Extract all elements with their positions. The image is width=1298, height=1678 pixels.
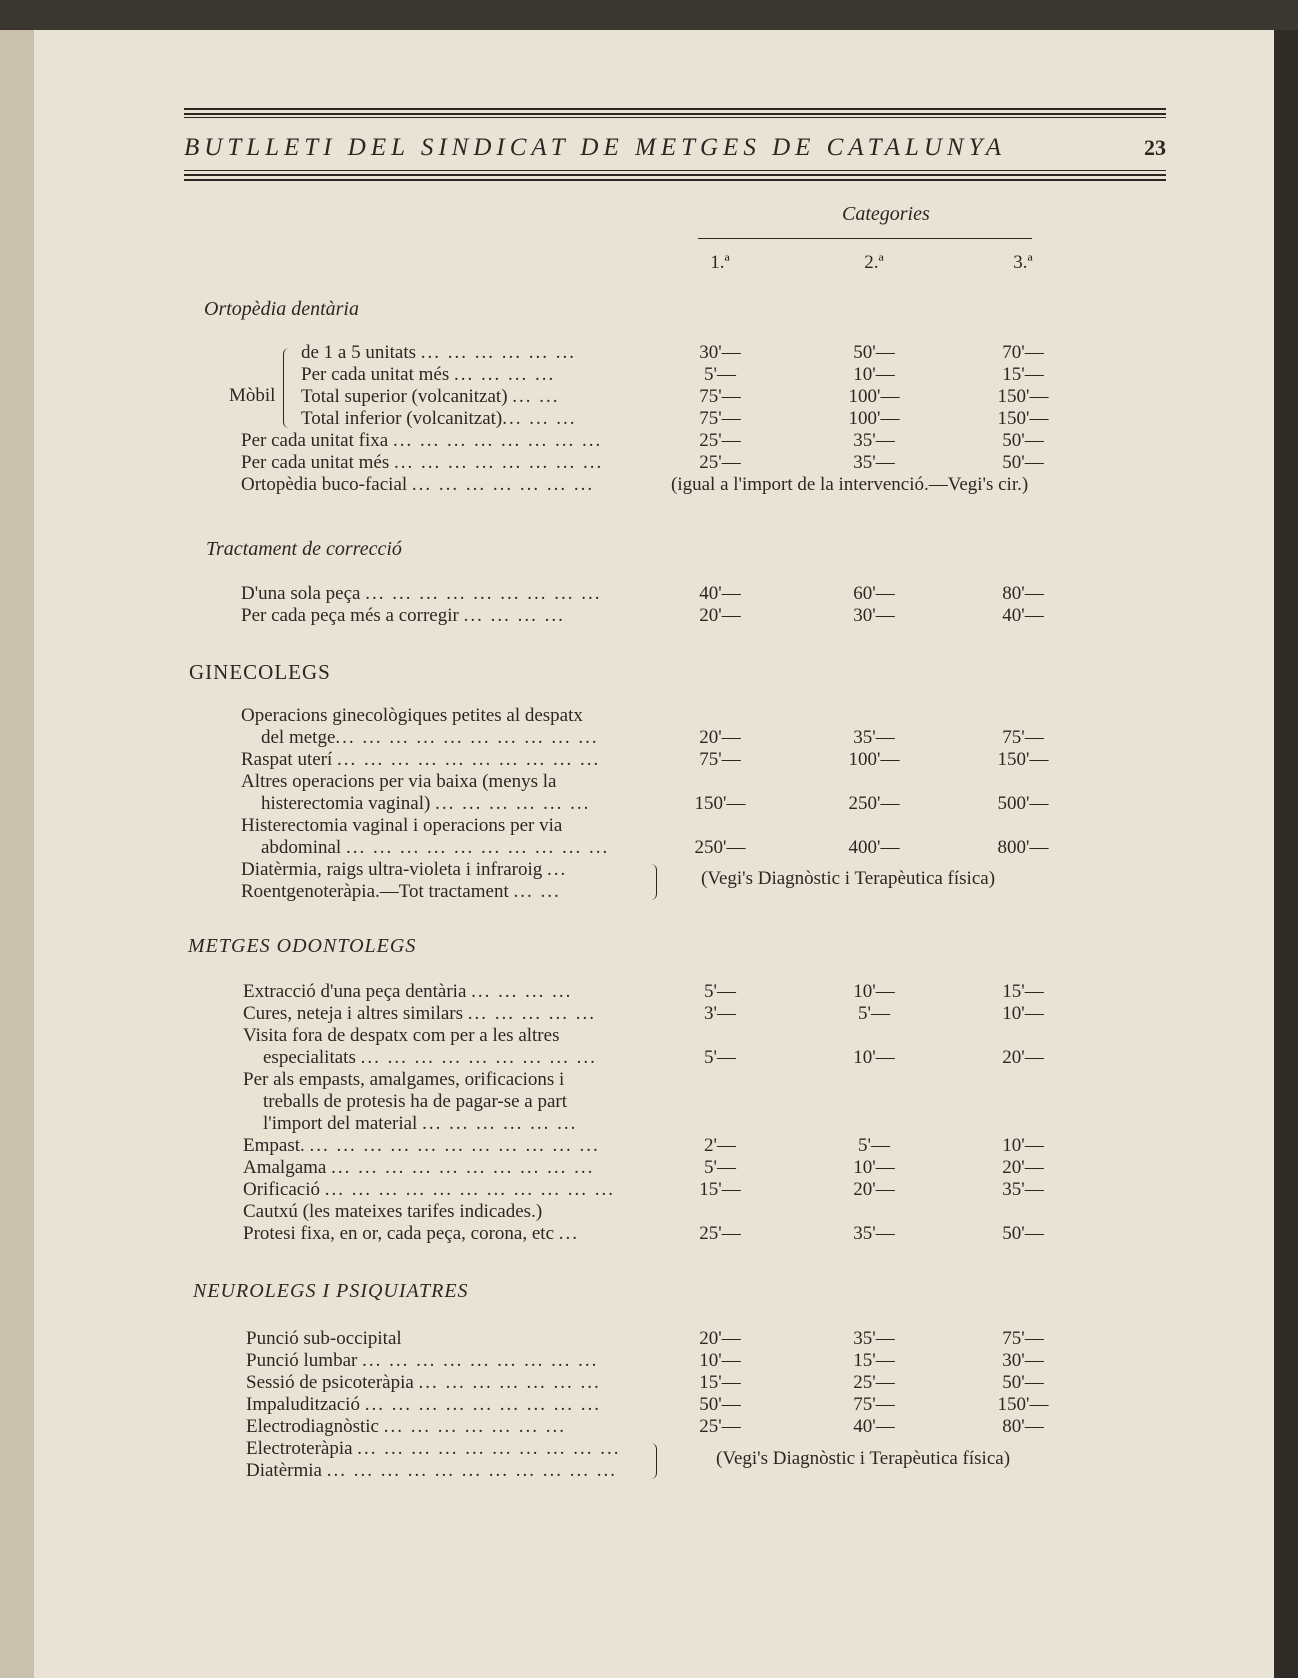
ginecolegs-row-5-cat1: 150'— xyxy=(694,793,746,814)
odontolegs-row-12-cat1: 25'— xyxy=(699,1223,741,1244)
odontolegs-row-6-label: treballs de protesis ha de pagar-se a part xyxy=(263,1091,568,1112)
ginecolegs-row-4-label: Altres operacions per via baixa (menys la xyxy=(241,771,557,792)
neurolegs-row-7-label: Diatèrmia ... ... ... ... ... ... ... ... ... ... ... xyxy=(246,1460,617,1481)
odontolegs-row-7-label: l'import del material ... ... ... ... ... ... xyxy=(263,1113,578,1134)
ortopedia-row-6-cat1: 25'— xyxy=(699,452,741,473)
odontolegs-row-10-cat1: 15'— xyxy=(699,1179,741,1200)
ortopedia-row-5-label: Per cada unitat fixa ... ... ... ... ... ... ... ... xyxy=(241,430,603,451)
odontolegs-row-1-cat3: 15'— xyxy=(1002,981,1044,1002)
ortopedia-row-1-cat1: 30'— xyxy=(699,342,741,363)
odontolegs-row-8-cat3: 10'— xyxy=(1002,1135,1044,1156)
odontolegs-row-9-cat3: 20'— xyxy=(1002,1157,1044,1178)
mobil-label: Mòbil xyxy=(229,385,276,406)
ginecolegs-row-3-cat2: 100'— xyxy=(848,749,900,770)
ginecolegs-row-7-cat2: 400'— xyxy=(848,837,900,858)
ortopedia-row-2-cat2: 10'— xyxy=(853,364,895,385)
ortopedia-row-5-cat3: 50'— xyxy=(1002,430,1044,451)
column-label-1: 1.ª xyxy=(710,252,730,273)
document-page xyxy=(34,30,1274,1678)
neurolegs-row-4-cat2: 75'— xyxy=(853,1394,895,1415)
tractament-row-1-cat3: 80'— xyxy=(1002,583,1044,604)
neurolegs-row-3-label: Sessió de psicoteràpia ... ... ... ... ... ... ... xyxy=(246,1372,601,1393)
column-label-2: 2.ª xyxy=(864,252,884,273)
odontolegs-row-4-label: especialitats ... ... ... ... ... ... ... ... ... xyxy=(263,1047,597,1068)
neurolegs-row-2-label: Punció lumbar ... ... ... ... ... ... ... ... ... xyxy=(246,1350,599,1371)
tractament-row-2-cat2: 30'— xyxy=(853,605,895,626)
odontolegs-row-2-cat2: 5'— xyxy=(858,1003,890,1024)
ortopedia-row-4-label: Total inferior (volcanitzat)... ... ... xyxy=(301,408,577,429)
odontolegs-row-5-label: Per als empasts, amalgames, orificacions i xyxy=(243,1069,565,1090)
neurolegs-row-4-cat3: 150'— xyxy=(997,1394,1049,1415)
section-title-ortopedia: Ortopèdia dentària xyxy=(204,298,359,320)
tractament-row-2-cat3: 40'— xyxy=(1002,605,1044,626)
ortopedia-row-3-cat3: 150'— xyxy=(997,386,1049,407)
odontolegs-row-3-label: Visita fora de despatx com per a les altres xyxy=(243,1025,560,1046)
odontolegs-row-1-cat1: 5'— xyxy=(704,981,736,1002)
neurolegs-row-4-cat1: 50'— xyxy=(699,1394,741,1415)
ginecolegs-row-2-label: del metge... ... ... ... ... ... ... ... ... ... xyxy=(261,727,599,748)
tractament-row-1-cat2: 60'— xyxy=(853,583,895,604)
ortopedia-row-6-label: Per cada unitat més ... ... ... ... ... ... ... ... xyxy=(241,452,604,473)
odontolegs-row-4-cat2: 10'— xyxy=(853,1047,895,1068)
neurolegs-row-2-cat2: 15'— xyxy=(853,1350,895,1371)
neurolegs-row-4-label: Impaludització ... ... ... ... ... ... ... ... ... xyxy=(246,1394,601,1415)
ortopedia-row-5-cat2: 35'— xyxy=(853,430,895,451)
odontolegs-row-11-label: Cautxú (les mateixes tarifes indicades.) xyxy=(243,1201,543,1222)
ginecolegs-row-6-label: Histerectomia vaginal i operacions per via xyxy=(241,815,563,836)
ortopedia-row-4-cat2: 100'— xyxy=(848,408,900,429)
categories-rule xyxy=(698,238,1032,239)
neurolegs-note: (Vegi's Diagnòstic i Terapèutica física) xyxy=(716,1448,1011,1469)
ortopedia-row-2-cat1: 5'— xyxy=(704,364,736,385)
running-head xyxy=(184,128,1166,168)
ginecolegs-row-2-cat3: 75'— xyxy=(1002,727,1044,748)
odontolegs-row-12-cat2: 35'— xyxy=(853,1223,895,1244)
ortopedia-row-2-label: Per cada unitat més ... ... ... ... xyxy=(301,364,556,385)
neurolegs-row-2-cat3: 30'— xyxy=(1002,1350,1044,1371)
right-page-edge xyxy=(1274,30,1298,1678)
ginecolegs-brace xyxy=(650,864,657,900)
ginecolegs-row-5-label: histerectomia vaginal) ... ... ... ... ... ... xyxy=(261,793,591,814)
neurolegs-brace xyxy=(650,1443,657,1479)
categories-title: Categories xyxy=(842,203,930,225)
odontolegs-row-12-label: Protesi fixa, en or, cada peça, corona, etc ... xyxy=(243,1223,580,1244)
ginecolegs-row-3-cat3: 150'— xyxy=(997,749,1049,770)
ginecolegs-row-7-cat1: 250'— xyxy=(694,837,746,858)
ortopedia-row-1-label: de 1 a 5 unitats ... ... ... ... ... ... xyxy=(301,342,577,363)
journal-title: BUTLLETI DEL SINDICAT DE METGES DE CATALUNYA xyxy=(184,134,1007,161)
odontolegs-row-2-cat3: 10'— xyxy=(1002,1003,1044,1024)
neurolegs-row-2-cat1: 10'— xyxy=(699,1350,741,1371)
section-title-ginecolegs: GINECOLEGS xyxy=(189,660,331,684)
ortopedia-row-7-label: Ortopèdia buco-facial ... ... ... ... ... ... ... xyxy=(241,474,595,495)
ortopedia-row-6-cat2: 35'— xyxy=(853,452,895,473)
odontolegs-row-1-cat2: 10'— xyxy=(853,981,895,1002)
odontolegs-row-10-cat3: 35'— xyxy=(1002,1179,1044,1200)
neurolegs-row-1-cat1: 20'— xyxy=(699,1328,741,1349)
section-title-neurolegs: NEUROLEGS I PSIQUIATRES xyxy=(193,1280,469,1302)
ginecolegs-row-2-cat2: 35'— xyxy=(853,727,895,748)
odontolegs-row-12-cat3: 50'— xyxy=(1002,1223,1044,1244)
odontolegs-row-4-cat3: 20'— xyxy=(1002,1047,1044,1068)
ortopedia-row-3-cat2: 100'— xyxy=(848,386,900,407)
neurolegs-row-5-cat2: 40'— xyxy=(853,1416,895,1437)
neurolegs-row-6-label: Electroteràpia ... ... ... ... ... ... ... ... ... ... xyxy=(246,1438,621,1459)
ortopedia-row-6-cat3: 50'— xyxy=(1002,452,1044,473)
tractament-row-2-cat1: 20'— xyxy=(699,605,741,626)
page-number: 23 xyxy=(1144,135,1166,160)
odontolegs-row-2-label: Cures, neteja i altres similars ... ... ... ... ... xyxy=(243,1003,597,1024)
odontolegs-row-1-label: Extracció d'una peça dentària ... ... ... ... xyxy=(243,981,573,1002)
ginecolegs-row-9-label: Roentgenoteràpia.—Tot tractament ... ... xyxy=(241,881,561,902)
mobil-brace xyxy=(283,348,291,428)
ortopedia-row-3-cat1: 75'— xyxy=(699,386,741,407)
left-page-edge xyxy=(0,30,36,1678)
odontolegs-row-8-cat1: 2'— xyxy=(704,1135,736,1156)
ginecolegs-row-3-label: Raspat uterí ... ... ... ... ... ... ... ... ... ... xyxy=(241,749,601,770)
neurolegs-row-1-label: Punció sub-occipital xyxy=(246,1328,402,1349)
ortopedia-row-1-cat3: 70'— xyxy=(1002,342,1044,363)
column-label-3: 3.ª xyxy=(1013,252,1033,273)
neurolegs-row-3-cat2: 25'— xyxy=(853,1372,895,1393)
odontolegs-row-10-label: Orificació ... ... ... ... ... ... ... ... ... ... ... xyxy=(243,1179,616,1200)
ortopedia-row-1-cat2: 50'— xyxy=(853,342,895,363)
tractament-row-1-label: D'una sola peça ... ... ... ... ... ... ... ... ... xyxy=(241,583,602,604)
ginecolegs-row-7-cat3: 800'— xyxy=(997,837,1049,858)
ginecolegs-row-3-cat1: 75'— xyxy=(699,749,741,770)
neurolegs-row-1-cat2: 35'— xyxy=(853,1328,895,1349)
section-title-tractament: Tractament de correcció xyxy=(206,538,402,560)
ortopedia-row-2-cat3: 15'— xyxy=(1002,364,1044,385)
tractament-row-1-cat1: 40'— xyxy=(699,583,741,604)
neurolegs-row-3-cat1: 15'— xyxy=(699,1372,741,1393)
neurolegs-row-1-cat3: 75'— xyxy=(1002,1328,1044,1349)
ginecolegs-note: (Vegi's Diagnòstic i Terapèutica física) xyxy=(701,868,996,889)
odontolegs-row-8-cat2: 5'— xyxy=(858,1135,890,1156)
neurolegs-row-3-cat3: 50'— xyxy=(1002,1372,1044,1393)
ortopedia-row-4-cat3: 150'— xyxy=(997,408,1049,429)
ginecolegs-row-7-label: abdominal ... ... ... ... ... ... ... ... ... ... xyxy=(261,837,610,858)
ginecolegs-row-5-cat2: 250'— xyxy=(848,793,900,814)
ortopedia-row-3-label: Total superior (volcanitzat) ... ... xyxy=(301,386,560,407)
ginecolegs-row-8-label: Diatèrmia, raigs ultra-violeta i infraroig ... xyxy=(241,859,568,880)
odontolegs-row-10-cat2: 20'— xyxy=(853,1179,895,1200)
bucofacial-note: (igual a l'import de la intervenció.—Vegi's cir.) xyxy=(671,474,1029,495)
ortopedia-row-5-cat1: 25'— xyxy=(699,430,741,451)
neurolegs-row-5-label: Electrodiagnòstic ... ... ... ... ... ... ... xyxy=(246,1416,566,1437)
odontolegs-row-4-cat1: 5'— xyxy=(704,1047,736,1068)
section-title-odontolegs: METGES ODONTOLEGS xyxy=(188,935,417,957)
ortopedia-row-4-cat1: 75'— xyxy=(699,408,741,429)
odontolegs-row-9-cat1: 5'— xyxy=(704,1157,736,1178)
ginecolegs-row-5-cat3: 500'— xyxy=(997,793,1049,814)
neurolegs-row-5-cat1: 25'— xyxy=(699,1416,741,1437)
odontolegs-row-2-cat1: 3'— xyxy=(704,1003,736,1024)
odontolegs-row-9-label: Amalgama ... ... ... ... ... ... ... ... ... ... xyxy=(243,1157,595,1178)
neurolegs-row-5-cat3: 80'— xyxy=(1002,1416,1044,1437)
ginecolegs-row-1-label: Operacions ginecològiques petites al despatx xyxy=(241,705,583,726)
odontolegs-row-8-label: Empast. ... ... ... ... ... ... ... ... ... ... ... xyxy=(243,1135,600,1156)
ginecolegs-row-2-cat1: 20'— xyxy=(699,727,741,748)
tractament-row-2-label: Per cada peça més a corregir ... ... ... ... xyxy=(241,605,565,626)
odontolegs-row-9-cat2: 10'— xyxy=(853,1157,895,1178)
